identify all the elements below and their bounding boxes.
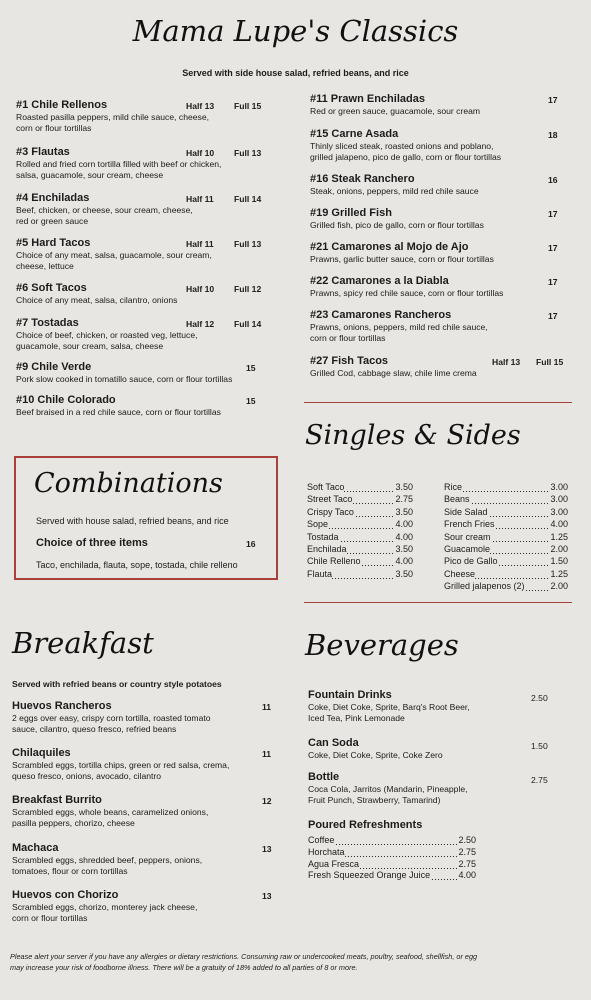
item-description: Coke, Diet Coke, Sprite, Barq's Root Beer, (308, 702, 470, 712)
row-price: 3.50 (395, 482, 413, 492)
item-full-price: 15 (246, 396, 256, 406)
row-label: Horchata (308, 846, 345, 857)
item-name: #6 Soft Tacos (16, 282, 87, 294)
item-description: Prawns, garlic butter sauce, corn or flour tortillas (310, 254, 494, 264)
row-price: 1.25 (550, 568, 568, 579)
item-half-price: Half 11 (186, 239, 214, 249)
item-description: salsa, guacamole, sour cream, cheese (16, 170, 164, 181)
item-full-price: 17 (548, 209, 558, 219)
item-name: Machaca (12, 842, 59, 854)
item-description: Choice of beef, chicken, or roasted veg, lettuce, (16, 330, 198, 340)
beverages-title: Beverages (305, 628, 459, 662)
menu-title: Mama Lupe's Classics (132, 14, 459, 48)
item-name: Bottle (308, 771, 340, 783)
item-description: Red or green sauce, guacamole, sour cream (310, 106, 481, 116)
item-description: Prawns, spicy red chile sauce, corn or flour tortillas (310, 288, 504, 298)
item-description: corn or flour tortillas (310, 333, 386, 344)
item-full-price: Full 13 (234, 239, 262, 249)
item-name: Huevos Rancheros (12, 700, 112, 712)
row-label: Beans (444, 494, 470, 505)
classic-item (310, 128, 501, 164)
row-label: Rice (444, 482, 463, 492)
item-name: #10 Chile Colorado (16, 394, 116, 406)
item-description: Prawns, onions, peppers, mild red chile sauce, (310, 322, 488, 332)
row-label: Sour cream (444, 531, 491, 542)
item-description: Rolled and fried corn tortilla filled with beef or chicken, (16, 159, 222, 169)
item-price: 13 (262, 844, 272, 854)
price-row (444, 543, 568, 555)
item-half-price: Half 10 (186, 284, 215, 294)
item-description: Scrambled eggs, tortilla chips, green or red salsa, crema, (12, 760, 230, 770)
row-label: Flauta (307, 568, 333, 579)
classic-item (16, 394, 221, 418)
classic-item (16, 237, 212, 273)
beverage-item (308, 737, 443, 761)
item-name: #1 Chile Rellenos (16, 99, 108, 111)
item-description: 2 eggs over easy, crispy corn tortilla, roasted tomato (12, 713, 211, 723)
row-price: 3.50 (395, 506, 413, 517)
price-row (307, 481, 413, 493)
item-name: Fountain Drinks (308, 689, 392, 701)
price-row (307, 518, 413, 530)
item-full-price: 16 (548, 175, 558, 185)
item-name: #27 Fish Tacos (310, 355, 389, 367)
row-label: Enchilada (307, 544, 347, 554)
item-name: #9 Chile Verde (16, 361, 92, 373)
item-description: Iced Tea, Pink Lemonade (308, 713, 405, 724)
row-label: Grilled jalapenos (2) (444, 581, 525, 592)
item-half-price: Half 13 (492, 357, 521, 367)
beverage-item (308, 689, 470, 725)
item-full-price: Full 13 (234, 148, 262, 158)
item-price: 13 (262, 891, 272, 901)
item-full-price: 18 (548, 130, 558, 140)
row-label: Coffee (308, 835, 335, 845)
combinations-choice: Choice of three items (36, 537, 148, 549)
price-row (444, 493, 568, 505)
price-row (308, 869, 476, 881)
item-description: red or green sauce (16, 216, 89, 227)
item-half-price: Half 12 (186, 319, 215, 329)
combinations-box (14, 456, 278, 580)
item-full-price: Full 15 (234, 101, 262, 111)
divider-bottom (304, 602, 572, 603)
item-description: Pork slow cooked in tomatillo sauce, corn or flour tortillas (16, 374, 233, 384)
row-price: 1.25 (550, 531, 568, 542)
item-full-price: Full 14 (234, 194, 262, 204)
row-label: Fresh Squeezed Orange Juice (308, 870, 431, 881)
footer-line-2: may increase your risk of foodborne illness. There will be a gratuity of 18% added to all parties of 8 or more. (10, 963, 358, 972)
row-price: 3.00 (550, 506, 568, 517)
item-description: Grilled Cod, cabbage slaw, chile lime crema (310, 368, 477, 378)
price-row (444, 580, 568, 592)
row-price: 4.00 (395, 531, 413, 542)
price-row (308, 846, 476, 858)
item-description: Steak, onions, peppers, mild red chile sauce (310, 186, 479, 196)
classic-item (16, 361, 232, 385)
item-description: Choice of any meat, salsa, cilantro, onions (16, 295, 178, 305)
row-label: Soft Taco (307, 482, 345, 492)
item-description: corn or flour tortillas (12, 913, 88, 924)
combinations-subtitle: Served with house salad, refried beans, and rice (36, 516, 229, 526)
item-description: Roasted pasilla peppers, mild chile sauce, cheese, (16, 112, 209, 122)
item-description: Grilled fish, pico de gallo, corn or flour tortillas (310, 220, 484, 230)
price-row (444, 531, 568, 543)
item-description: Choice of any meat, salsa, guacamole, sour cream, (16, 250, 212, 260)
item-name: #11 Prawn Enchiladas (310, 93, 425, 105)
row-label: Tostada (307, 531, 339, 542)
item-price: 11 (262, 702, 272, 712)
item-name: Huevos con Chorizo (12, 889, 119, 901)
price-row (444, 555, 568, 567)
divider-top (304, 402, 572, 403)
row-label: Chile Relleno (307, 556, 361, 567)
item-description: queso fresco, onions, avocado, cilantro (12, 771, 162, 782)
row-price: 2.75 (458, 858, 476, 869)
row-price: 3.50 (395, 568, 413, 579)
price-row (444, 518, 568, 530)
breakfast-title: Breakfast (12, 626, 154, 660)
price-row (444, 506, 568, 518)
row-label: Street Taco (307, 494, 353, 505)
breakfast-item (12, 700, 211, 736)
item-full-price: Full 12 (234, 284, 262, 294)
item-description: corn or flour tortillas (16, 123, 92, 134)
price-row (307, 568, 413, 580)
breakfast-subtitle: Served with refried beans or country style potatoes (12, 679, 222, 689)
item-description: pasilla peppers, chorizo, cheese (12, 818, 135, 829)
row-label: French Fries (444, 519, 495, 530)
item-price: 12 (262, 796, 272, 806)
row-price: 4.00 (458, 870, 476, 881)
classic-item (310, 275, 503, 299)
item-half-price: Half 13 (186, 101, 215, 111)
item-description: Fruit Punch, Strawberry, Tamarind) (308, 795, 441, 806)
row-label: Sope (307, 519, 329, 530)
item-description: grilled jalapeno, pico de gallo, corn or flour tortillas (310, 152, 502, 163)
classic-item (16, 317, 198, 353)
item-full-price: Full 14 (234, 319, 262, 329)
item-name: #19 Grilled Fish (310, 207, 392, 219)
item-description: Coca Cola, Jarritos (Mandarin, Pineapple, (308, 784, 468, 794)
price-row (307, 555, 413, 567)
item-name: Chilaquiles (12, 747, 71, 759)
combinations-title: Combinations (34, 468, 223, 499)
item-price: 2.75 (531, 775, 548, 785)
classic-item (16, 192, 193, 228)
price-row (308, 858, 476, 870)
price-row (307, 506, 413, 518)
price-row (444, 481, 568, 493)
beverage-item (308, 771, 468, 807)
poured-title: Poured Refreshments (308, 819, 423, 831)
item-price: 11 (262, 749, 272, 759)
singles-title: Singles & Sides (305, 420, 521, 451)
classic-item (310, 309, 488, 345)
breakfast-item (12, 747, 229, 783)
breakfast-item (12, 842, 202, 878)
row-price: 2.50 (458, 835, 476, 845)
price-row (308, 834, 476, 846)
row-price: 3.00 (550, 494, 568, 505)
item-full-price: Full 15 (536, 357, 564, 367)
classic-item (310, 173, 479, 197)
item-description: Beef, chicken, or cheese, sour cream, cheese, (16, 205, 193, 215)
row-price: 2.00 (550, 544, 568, 554)
item-name: #16 Steak Ranchero (310, 173, 415, 185)
row-price: 4.00 (550, 519, 568, 530)
item-description: Beef braised in a red chile sauce, corn or flour tortillas (16, 407, 221, 417)
row-label: Cheese (444, 568, 476, 579)
row-label: Side Salad (444, 506, 488, 517)
price-row (307, 493, 413, 505)
price-row (307, 543, 413, 555)
classic-item (16, 282, 177, 306)
item-description: Thinly sliced steak, roasted onions and poblano, (310, 141, 494, 151)
row-label: Crispy Taco (307, 506, 354, 517)
item-description: guacamole, sour cream, salsa, cheese (16, 341, 164, 352)
item-description: Scrambled eggs, chorizo, monterey jack cheese, (12, 902, 198, 912)
row-label: Pico de Gallo (444, 556, 498, 567)
row-price: 4.00 (395, 519, 413, 530)
classic-item (16, 99, 209, 135)
classic-item (310, 355, 477, 379)
item-full-price: 17 (548, 95, 558, 105)
row-label: Guacamole (444, 544, 491, 554)
price-row (444, 568, 568, 580)
combinations-price: 16 (246, 539, 256, 549)
row-price: 2.75 (458, 846, 476, 857)
menu-subtitle: Served with side house salad, refried beans, and rice (182, 68, 409, 78)
item-description: tomatoes, flour or corn tortillas (12, 866, 128, 877)
item-half-price: Half 10 (186, 148, 215, 158)
item-name: Breakfast Burrito (12, 794, 102, 806)
item-full-price: 17 (548, 243, 558, 253)
item-full-price: 17 (548, 277, 558, 287)
item-name: #3 Flautas (16, 146, 70, 158)
item-full-price: 15 (246, 363, 256, 373)
row-price: 3.50 (395, 544, 413, 554)
item-half-price: Half 11 (186, 194, 214, 204)
item-name: #7 Tostadas (16, 317, 79, 329)
item-name: #21 Camarones al Mojo de Ajo (310, 241, 469, 253)
item-price: 1.50 (531, 741, 548, 751)
breakfast-item (12, 794, 208, 830)
item-name: #15 Carne Asada (310, 128, 399, 140)
item-description: sauce, cilantro, queso fresco, refried beans (12, 724, 177, 735)
price-row (307, 531, 413, 543)
item-name: #23 Camarones Rancheros (310, 309, 452, 321)
row-price: 1.50 (550, 556, 568, 567)
row-price: 4.00 (395, 556, 413, 567)
classic-item (310, 241, 494, 265)
footer-line-1: Please alert your server if you have any allergies or dietary restrictions. Consuming raw or undercooked meats, poultry, seafood, shellfish, or egg (10, 952, 478, 961)
breakfast-item (12, 889, 197, 925)
item-description: Scrambled eggs, whole beans, caramelized onions, (12, 807, 209, 817)
item-name: #5 Hard Tacos (16, 237, 91, 249)
row-price: 2.00 (550, 581, 568, 592)
item-price: 2.50 (531, 693, 548, 703)
row-price: 2.75 (395, 494, 413, 505)
item-name: #22 Camarones a la Diabla (310, 275, 449, 287)
row-label: Agua Fresca (308, 858, 360, 869)
item-full-price: 17 (548, 311, 558, 321)
classic-item (310, 207, 484, 231)
item-description: Scrambled eggs, shredded beef, peppers, onions, (12, 855, 203, 865)
item-name: #4 Enchiladas (16, 192, 90, 204)
item-description: cheese, lettuce (16, 261, 74, 272)
item-description: Coke, Diet Coke, Sprite, Coke Zero (308, 750, 443, 760)
item-name: Can Soda (308, 737, 359, 749)
classic-item (310, 93, 480, 117)
row-price: 3.00 (550, 482, 568, 492)
combinations-options: Taco, enchilada, flauta, sope, tostada, chile relleno (36, 560, 238, 570)
